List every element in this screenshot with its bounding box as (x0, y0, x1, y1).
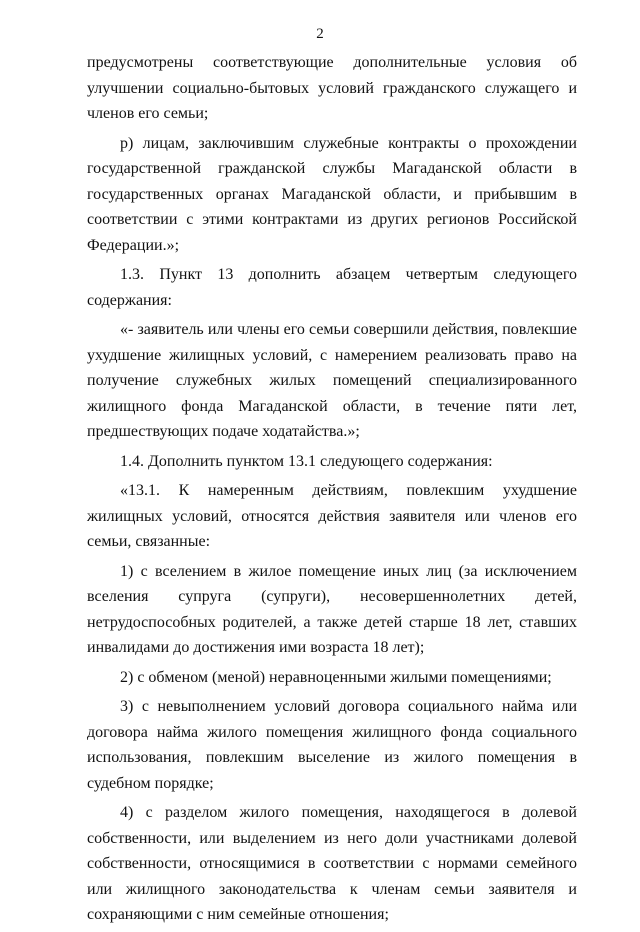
list-item-3: 3) с невыполнением условий договора социального найма или договора найма жилого помещения жилищного фонда социального использования, повлекшим выселение из жилого помещения в судебном порядке; (87, 698, 577, 792)
paragraph-1-4: 1.4. Дополнить пунктом 13.1 следующего содержания: (120, 452, 493, 470)
document-body (87, 50, 577, 932)
paragraph-13-1: «13.1. К намеренным действиям, повлекшим ухудшение жилищных условий, относятся действия заявителя или членов его семьи, связанные: (87, 482, 577, 550)
paragraph-1-3-text: «- заявитель или члены его семьи совершили действия, повлекшие ухудшение жилищных условий, с намерением реализовать право на получение служебных жилых помещений специализированного жилищного фонда Магаданской области, в течение пяти лет, предшествующих подаче ходатайства.»; (87, 321, 577, 440)
page-number: 2 (316, 26, 324, 42)
list-item-1: 1) с вселением в жилое помещение иных лиц (за исключением вселения супруга (супруги), несовершеннолетних детей, нетрудоспособных родителей, а также детей старше 18 лет, ставших инвалидами до достижения ими возраста 18 лет); (87, 562, 577, 656)
list-item-2: 2) с обменом (меной) неравноценными жилыми помещениями; (120, 668, 552, 686)
paragraph-item-r: р) лицам, заключившим служебные контракты о прохождении государственной гражданской службы Магаданской области в государственных органах Магаданской области, и прибывшим в соответствии с этими контрактами из других регионов Российской Федерации.»; (87, 134, 577, 254)
paragraph-1-3: 1.3. Пункт 13 дополнить абзацем четвертым следующего содержания: (87, 266, 577, 309)
list-item-4: 4) с разделом жилого помещения, находящегося в долевой собственности, или выделением из него доли участниками долевой собственности, относящимися в соответствии с нормами семейного или жилищного законодательства к членам семьи заявителя и сохраняющими с ним семейные отношения; (87, 804, 577, 923)
paragraph-continuation: предусмотрены соответствующие дополнительные условия об улучшении социально-бытовых условий гражданского служащего и членов его семьи; (87, 54, 577, 122)
